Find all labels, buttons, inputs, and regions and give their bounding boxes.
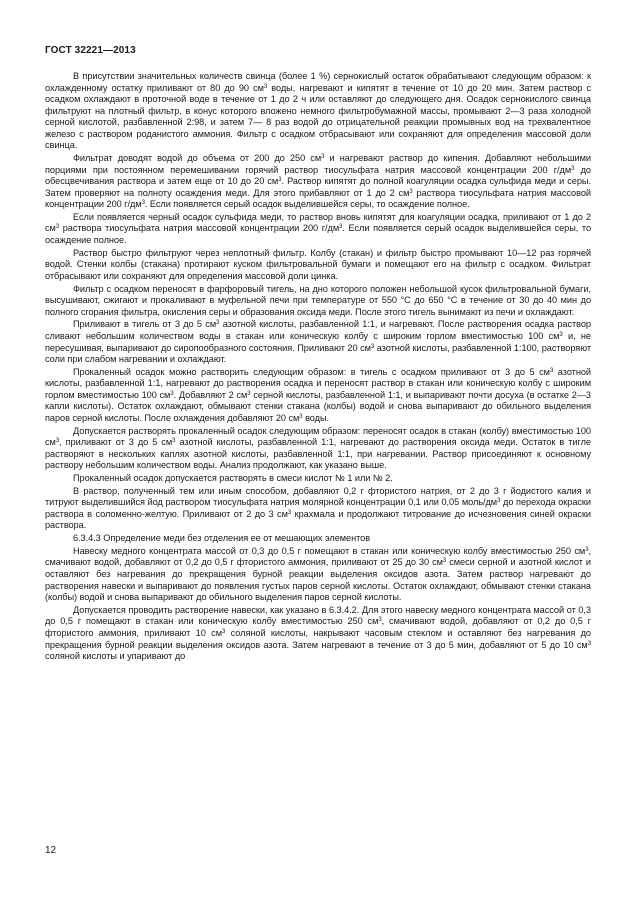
document-body xyxy=(45,71,591,663)
paragraph: Навеску медного концентрата массой от 0,3 до 0,5 г помещают в стакан или коническую колбу вместимостью 250 $см^3$, смачивают водой, добавляют от 0,2 до 0,5 г фтористого аммония, приливают от 25 до 30 $см^3$ смеси серной и азотной кислот и оставляют без нагревания до прекращения бурной реакции выделения оксидов азота. Затем раствор нагревают до растворения навески и выпаривают до появления густых паров серной кислоты. Остаток охлаждают, обмывают стенки стакана (колбы) водой и снова выпаривают до обильного выделения паров серной кислоты. xyxy=(45,545,591,603)
page-number: 12 xyxy=(45,845,57,856)
paragraph: Если появляется черный осадок сульфида меди, то раствор вновь кипятят для коагуляции осадка, приливают от 1 до 2 $см^3$ раствора тиосульфата натрия массовой концентрации 200 $г/дм^3$. Если появляется серый осадок выделившейся серы, то осаждение полное. xyxy=(45,211,592,246)
paragraph: Допускается проводить растворение навески, как указано в 6.3.4.2. Для этого навеску медного концентрата массой от 0,3 до 0,5 г помещают в стакан или коническую колбу вместимостью 250 $см^3$, смачивают водой, добавляют от 0,2 до 0,5 г фтористого аммония, приливают 10 $см^3$ соляной кислоты, накрывают часовым стеклом и оставляют без нагревания до прекращения бурной реакции выделения оксидов азота. Затем нагревают в течение от 3 до 5 мин, добавляют от 5 до 10 $см^3$ соляной кислоты и упаривают до xyxy=(45,604,591,662)
paragraph: Допускается растворять прокаленный осадок следующим образом: переносят осадок в стакан (колбу) вместимостью 100 $см^3$, приливают от 3 до 5 $см^3$ азотной кислоты, разбавленной 1:1, нагревают до растворения оксида меди. Остаток в тигле растворяют в нескольких каплях азотной кислоты, разбавленной 1:1, при нагревании. Раствор присоединяют к основному раствору небольшим количеством воды. Анализ продолжают, как указано выше. xyxy=(45,425,591,471)
paragraph: В присутствии значительных количеств свинца (более 1 %) сернокислый остаток обрабатывают следующим образом: к охлажденному остатку приливают от 80 до 90 $см^3$ воды, нагревают и кипятят в течение от 10 до 20 мин. Затем раствор с осадком охлаждают в проточной воде в течение от 1 до 2 ч или оставляют до следующего дня. Осадок сернокислого свинца фильтруют на плотный фильтр, в конус которого вложено немного фильтробумажной массы, промывают 2—3 раза холодной серной кислотой, разбавленной 2:98, и затем 7— 8 раз водой до отрицательной реакции промывных вод на трехвалентное железо с раствором роданистого аммония. Фильтр с осадком отбрасывают или сохраняют для определения массовой доли свинца. xyxy=(45,71,591,151)
paragraph: Прокаленный осадок допускается растворять в смеси кислот № 1 или № 2. xyxy=(73,473,393,484)
paragraph: Фильтрат доводят водой до объема от 200 до 250 $см^3$ и нагревают раствор до кипения. Добавляют небольшими порциями при постоянном перемешивании горячий раствор тиосульфата натрия массовой концентрации 200 $г/дм^3$ до обесцвечивания раствора и затем еще от 10 до 20 $см^3$. Раствор кипятят до полной коагуляции осадка сульфида меди и серы. Затем проверяют на полноту осаждения меди. Для этого прибавляют от 1 до 2 $см^3$ раствора тиосульфата натрия массовой концентрации 200 $г/дм^3$. Если появляется серый осадок выделившейся серы, то осаждение полное. xyxy=(45,153,591,210)
paragraph: Раствор быстро фильтруют через неплотный фильтр. Колбу (стакан) и фильтр быстро промывают 10—12 раз горячей водой. Стенки колбы (стакана) протирают куском фильтровальной бумаги и помещают его на фильтр с осадком. Фильтрат отбрасывают или сохраняют для определения массовой доли цинка. xyxy=(45,247,591,281)
paragraph: Фильтр с осадком переносят в фарфоровый тигель, на дно которого положен небольшой кусок фильтровальной бумаги, высушивают, сжигают и прокаливают в муфельной печи при температуре от 550 °С до 650 °С в течение от 30 до 40 мин до полного сгорания фильтра, окисления серы и образования оксида меди. После этого тигель вынимают из печи и охлаждают. xyxy=(45,283,591,317)
paragraph: Приливают в тигель от 3 до 5 $см^3$ азотной кислоты, разбавленной 1:1, и нагревают. После растворения осадка раствор сливают небольшим количеством воды в стакан или коническую колбу с широким горлом вместимостью 100 $см^3$ и, не пересушивая, выпаривают до сиропообразного состояния. Приливают 20 $см^3$ азотной кислоты, разбавленной 1:100, растворяют соли при слабом нагревании и охлаждают. xyxy=(45,319,591,365)
section-heading: 6.3.4.3 Определение меди без отделения ее от мешающих элементов xyxy=(73,533,371,544)
paragraph: Прокаленный осадок можно растворить следующим образом: в тигель с осадком приливают от 3 до 5 $см^3$ азотной кислоты, разбавленной 1:1, нагревают до растворения осадка и переносят раствор в стакан или коническую колбу с широким горлом вместимостью 100 $см^3$. Добавляют 2 $см^3$ серной кислоты, разбавленной 1:1, и выпаривают почти досуха (в остатке 2—3 капли кислоты). Остаток охлаждают, обмывают стенки стакана (колбы) водой и снова выпаривают до обильного выделения паров серной кислоты. После охлаждения добавляют 20 $см^3$ воды. xyxy=(45,366,591,423)
document-page xyxy=(45,44,591,664)
paragraph: В раствор, полученный тем или иным способом, добавляют 0,2 г фтористого натрия, от 2 до 3 г йодистого калия и титруют выделившийся йод раствором тиосульфата натрия молярной концентрации 0,1 или 0,05 моль/$дм^3$ до перехода окраски раствора в соломенно-желтую. Приливают от 2 до 3 $см^3$ крахмала и продолжают титрование до исчезновения синей окраски раствора. xyxy=(45,485,591,531)
standard-header: ГОСТ 32221—2013 xyxy=(45,45,136,56)
